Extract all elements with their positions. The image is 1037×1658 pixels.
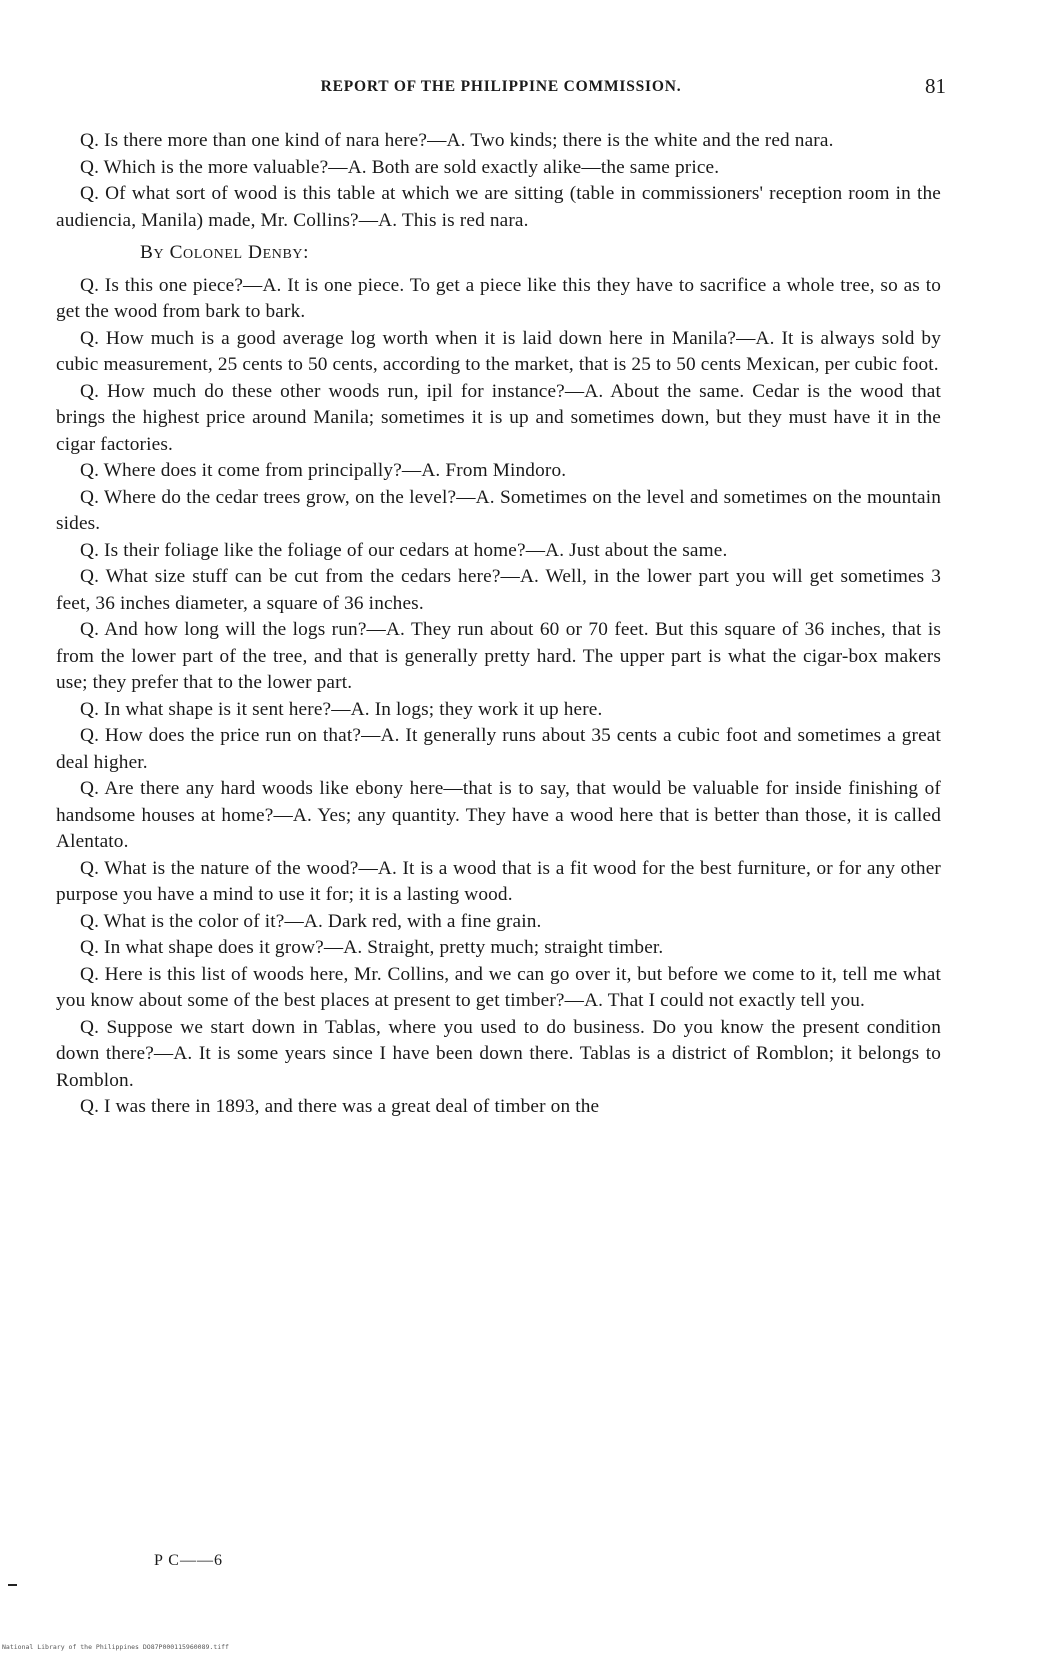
body-text [56, 128, 941, 1121]
qa-paragraph: Q. Of what sort of wood is this table at which we are sitting (table in commissioners' reception room in the audiencia, Manila) made, Mr. Collins?—A. This is red nara. [56, 183, 941, 231]
qa-paragraph: Q. Are there any hard woods like ebony here—that is to say, that would be valuable for inside finishing of handsome houses at home?—A. Yes; any quantity. They have a wood here that is better than those, it is called Alentato. [56, 778, 941, 852]
qa-paragraph: Q. Is their foliage like the foliage of our cedars at home?—A. Just about the same. [80, 539, 728, 561]
qa-paragraph: Q. How does the price run on that?—A. It generally runs about 35 cents a cubic foot and sometimes a great deal higher. [56, 725, 941, 773]
qa-paragraph: Q. What is the nature of the wood?—A. It is a wood that is a fit wood for the best furniture, or for any other purpose you have a mind to use it for; it is a lasting wood. [56, 857, 941, 905]
qa-paragraph: Q. How much is a good average log worth when it is laid down here in Manila?—A. It is always sold by cubic measurement, 25 cents to 50 cents, according to the market, that is 25 to 50 cents Mexican, per cubic foot. [56, 327, 941, 375]
qa-paragraph: Q. Is there more than one kind of nara here?—A. Two kinds; there is the white and the red nara. [80, 130, 834, 151]
running-head [56, 74, 946, 104]
qa-paragraph: Q. Here is this list of woods here, Mr. Collins, and we can go over it, but before we come to it, tell me what you know about some of the best places at present to get timber?—A. That I could not exactly tell you. [56, 963, 941, 1011]
qa-paragraph: Q. Is this one piece?—A. It is one piece. To get a piece like this they have to sacrifice a whole tree, so as to get the wood from bark to bark. [56, 274, 941, 322]
qa-paragraph: Q. I was there in 1893, and there was a great deal of timber on the [80, 1096, 600, 1117]
qa-paragraph: Q. What is the color of it?—A. Dark red, with a fine grain. [80, 910, 542, 932]
speaker-heading: By Colonel Denby: [140, 242, 310, 263]
qa-paragraph: Q. How much do these other woods run, ipil for instance?—A. About the same. Cedar is the wood that brings the highest price around Manila; sometimes it is up and sometimes down, but they must have it in the cigar factories. [56, 380, 941, 455]
qa-paragraph: Q. In what shape does it grow?—A. Straight, pretty much; straight timber. [80, 937, 664, 958]
qa-paragraph: Q. Where do the cedar trees grow, on the level?—A. Sometimes on the level and sometimes on the mountain sides. [56, 486, 941, 534]
qa-paragraph: Q. In what shape is it sent here?—A. In logs; they work it up here. [80, 698, 603, 720]
qa-paragraph: Q. Where does it come from principally?—A. From Mindoro. [80, 460, 567, 481]
qa-paragraph: Q. Which is the more valuable?—A. Both are sold exactly alike—the same price. [80, 156, 720, 178]
running-title: REPORT OF THE PHILIPPINE COMMISSION. [320, 78, 682, 95]
signature-mark: P C——6 [154, 1552, 223, 1569]
qa-paragraph: Q. What size stuff can be cut from the cedars here?—A. Well, in the lower part you will get sometimes 3 feet, 36 inches diameter, a square of 36 inches. [56, 566, 941, 614]
qa-paragraph: Q. Suppose we start down in Tablas, where you used to do business. Do you know the present condition down there?—A. It is some years since I have been down there. Tablas is a district of Romblon; it belongs to Romblon. [56, 1016, 941, 1091]
page-number: 81 [925, 74, 946, 98]
scan-footer: National Library of the Philippines DO87P000115960089.tiff [2, 1643, 229, 1651]
qa-paragraph: Q. And how long will the logs run?—A. They run about 60 or 70 feet. But this square of 36 inches, that is from the lower part of the tree, and that is generally pretty hard. The upper part is what the cigar-box makers use; they prefer that to the lower part. [56, 619, 941, 693]
scan-mark [8, 1584, 17, 1586]
